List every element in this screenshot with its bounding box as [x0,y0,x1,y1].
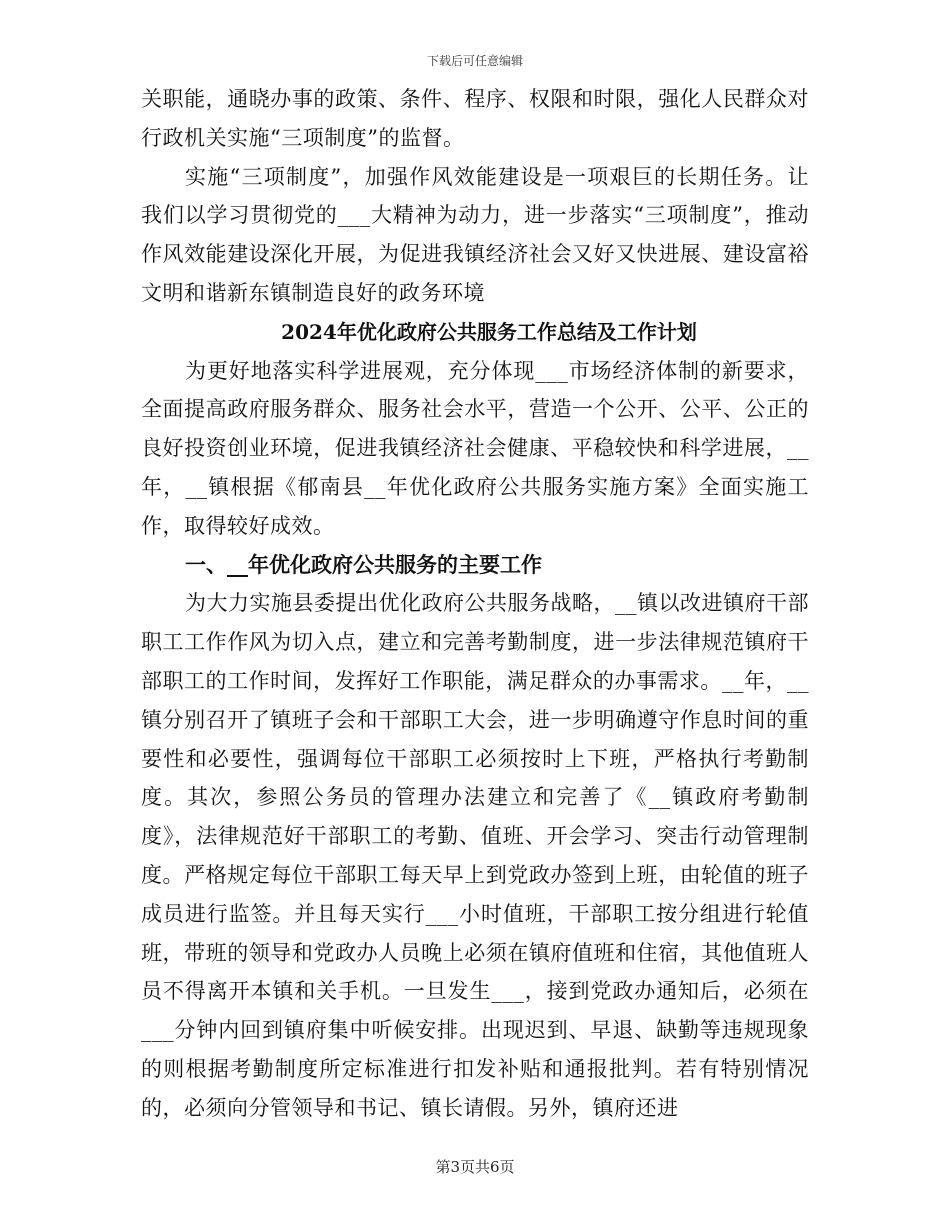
page-footer: 第3页共6页 [435,1158,515,1176]
paragraph-conclusion: 实施“三项制度”，加强作风效能建设是一项艰巨的长期任务。让我们以学习贯彻党的___大精神为动力，进一步落实“三项制度”，推动作风效能建设深化开展，为促进我镇经济社会又好又快进展、建设富裕文明和谐新东镇制造良好的政务环境 [141,164,809,305]
paragraph-continuation: 关职能，通晓办事的政策、条件、程序、权限和时限，强化人民群众对行政机关实施“三项制度”的监督。 [141,87,809,150]
section-heading: 一、__年优化政府公共服务的主要工作 [185,551,542,577]
document-title: 2024年优化政府公共服务工作总结及工作计划 [281,319,697,344]
paragraph-body: 为大力实施县委提出优化政府公共服务战略，__镇以改进镇府干部职工工作作风为切入点，建立和完善考勤制度，进一步法律规范镇府干部职工的工作时间，发挥好工作职能，满足群众的办事需求。__年，__镇分别召开了镇班子会和干部职工大会，进一步明确遵守作息时间的重要性和必要性，强调每位干部职工必须按时上下班，严格执行考勤制度。其次，参照公务员的管理办法建立和完善了《__镇政府考勤制度》，法律规范好干部职工的考勤、值班、开会学习、突击行动管理制度。严格规定每位干部职工每天早上到党政办签到上班，由轮值的班子成员进行监签。并且每天实行___小时值班，干部职工按分组进行轮值班，带班的领导和党政办人员晚上必须在镇府值班和住宿，其他值班人员不得离开本镇和关手机。一旦发生___，接到党政办通知后，必须在___分钟内回到镇府集中听候安排。出现迟到、早退、缺勤等违规现象的则根据考勤制度所定标准进行扣发补贴和通报批判。若有特别情况的，必须向分管领导和书记、镇长请假。另外，镇府还进 [141,591,809,1120]
page-header: 下载后可任意编辑 [426,54,523,68]
paragraph-intro: 为更好地落实科学进展观，充分体现___市场经济体制的新要求，全面提高政府服务群众、服务社会水平，营造一个公开、公平、公正的良好投资创业环境，促进我镇经济社会健康、平稳较快和科学进展，__年，__镇根据《郁南县__年优化政府公共服务实施方案》全面实施工作，取得较好成效。 [141,358,809,538]
document-body [141,80,809,1128]
